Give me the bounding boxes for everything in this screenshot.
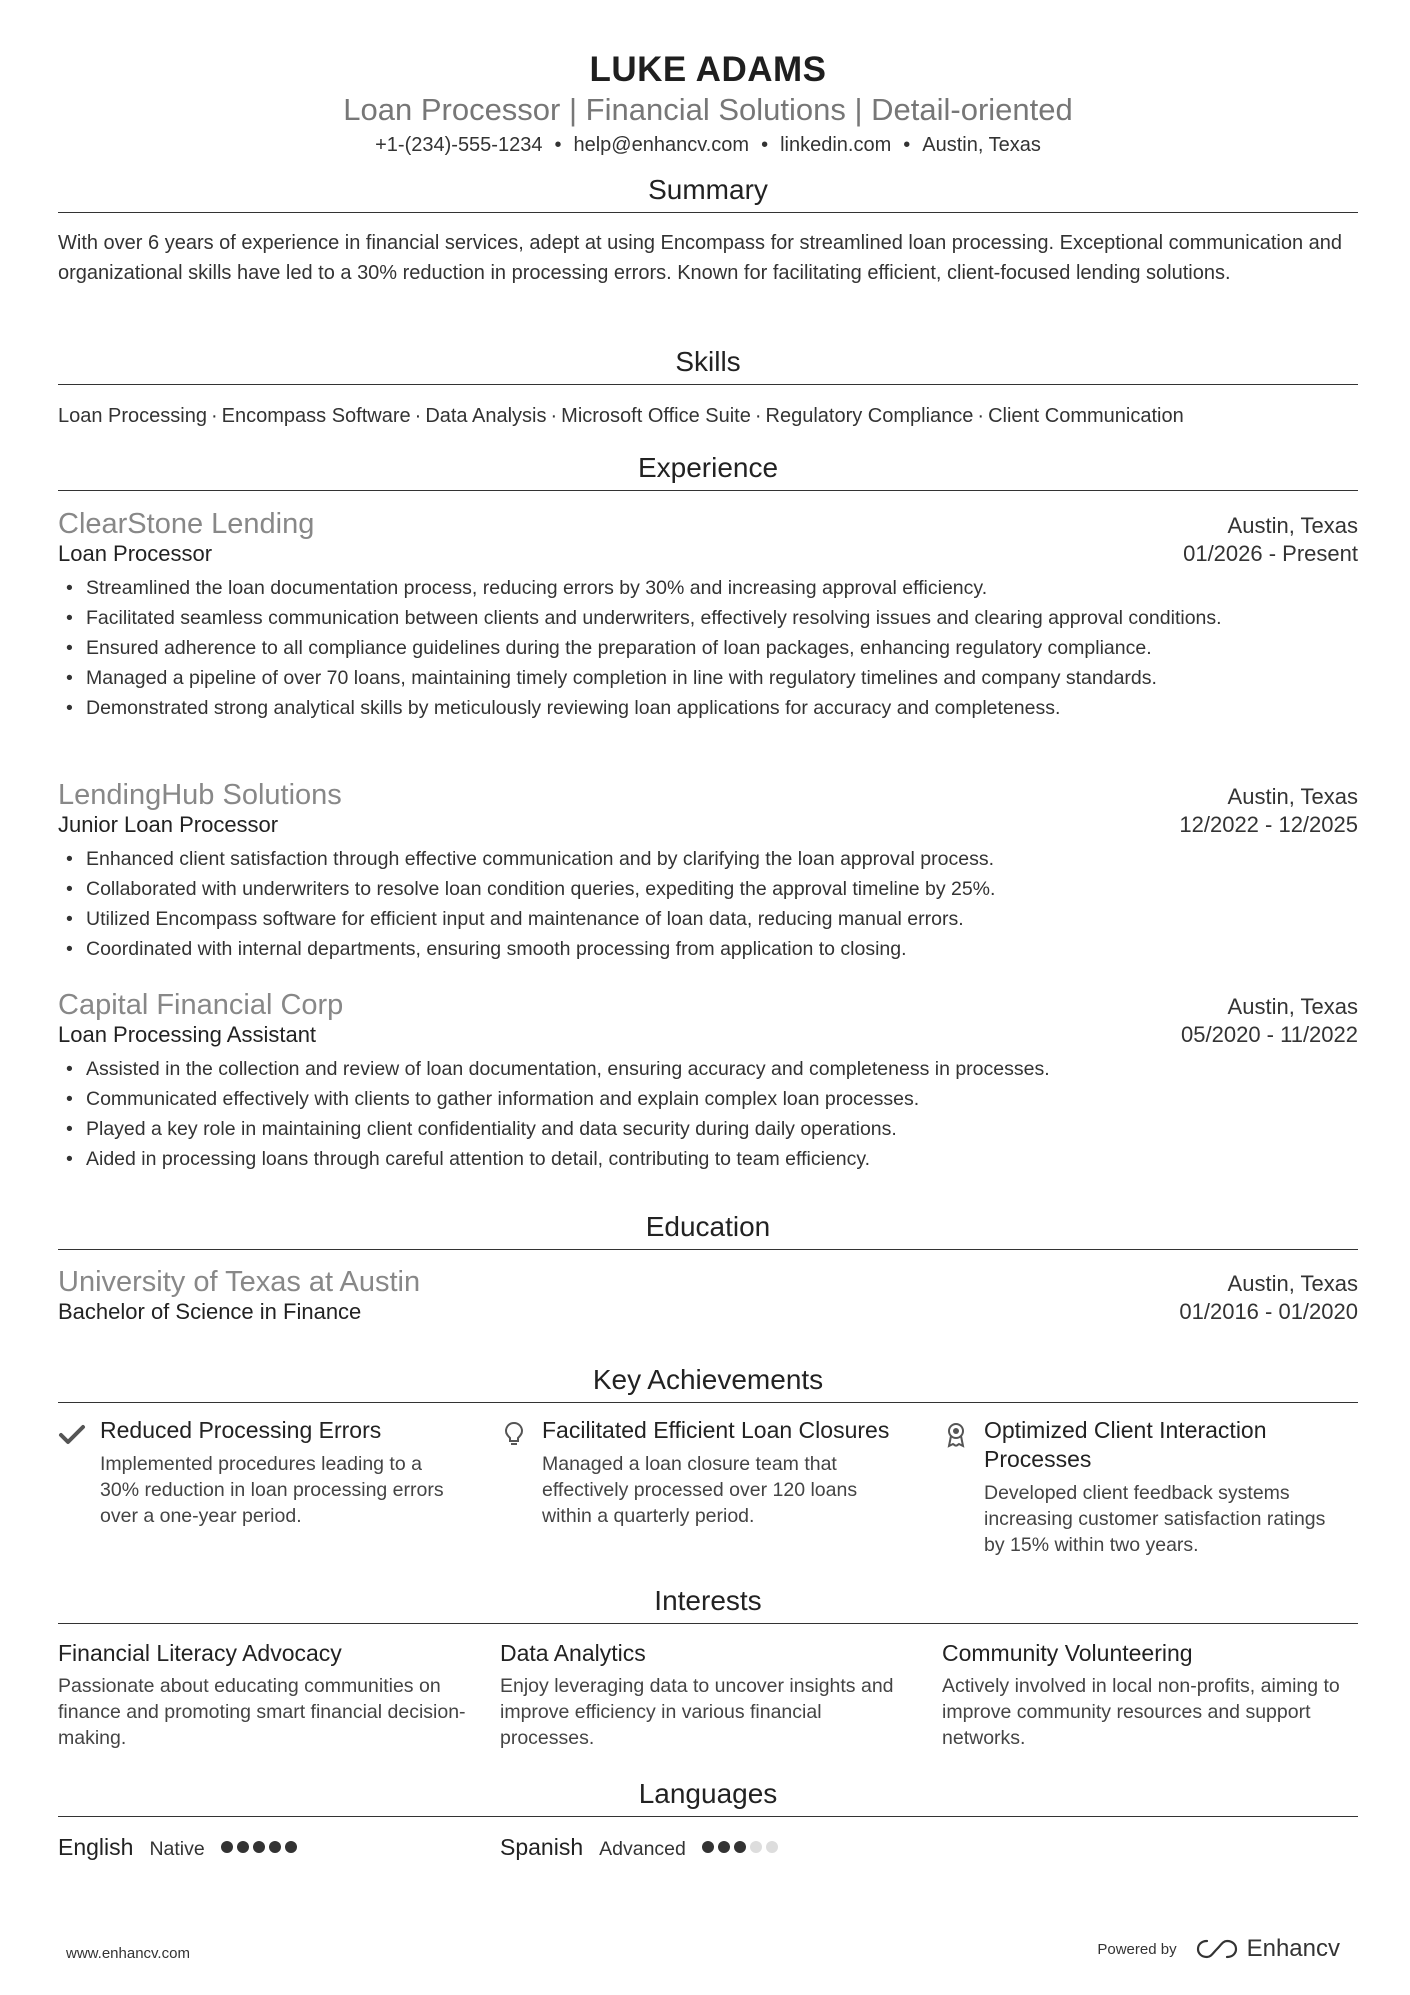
achievement-title: Facilitated Efficient Loan Closures (542, 1417, 890, 1443)
location-text: Austin, Texas (922, 134, 1041, 156)
powered-by-text: Powered by (1097, 1940, 1177, 1958)
bullet-item: • Managed a pipeline of over 70 loans, maintaining timely completion in line with regulatory timelines and company standards. (58, 663, 1358, 693)
job-bullets (58, 573, 1358, 723)
language-name: English (58, 1834, 134, 1860)
proficiency-dot-filled (702, 1841, 714, 1853)
contact-separator: • (761, 134, 769, 156)
achievement-item (500, 1416, 900, 1529)
company-name: ClearStone Lending (58, 508, 315, 540)
experience-entry (58, 779, 1358, 964)
achievement-desc: Developed client feedback systems increasing customer satisfaction ratings by 15% within two years. (984, 1482, 1326, 1556)
bullet-item: • Demonstrated strong analytical skills by meticulously reviewing loan applications for accuracy and completeness. (58, 693, 1358, 723)
achievement-title: Reduced Processing Errors (100, 1417, 382, 1443)
school-location: Austin, Texas (1227, 1271, 1358, 1296)
phone-text: +1-(234)-555-1234 (375, 134, 543, 156)
experience-entry (58, 989, 1358, 1174)
skill-item: Microsoft Office Suite (561, 405, 751, 427)
language-item (58, 1834, 297, 1861)
candidate-tagline: Loan Processor | Financial Solutions | Detail-oriented (343, 92, 1073, 127)
interest-desc: Enjoy leveraging data to uncover insights and improve efficiency in various financial processes. (500, 1675, 894, 1749)
skills-list (58, 405, 1358, 428)
proficiency-dot-filled (734, 1841, 746, 1853)
interest-item (500, 1640, 920, 1751)
language-proficiency-dots (702, 1841, 778, 1853)
achievements-heading: Key Achievements (58, 1364, 1358, 1403)
job-location: Austin, Texas (1227, 784, 1358, 809)
lightbulb-icon (500, 1420, 528, 1448)
proficiency-dot-filled (237, 1841, 249, 1853)
job-role: Loan Processor (58, 541, 213, 566)
bullet-item: • Coordinated with internal departments, ensuring smooth processing from application to closing. (58, 934, 1358, 964)
skill-separator: · (210, 405, 218, 427)
job-dates: 05/2020 - 11/2022 (1181, 1022, 1358, 1047)
experience-entry (58, 508, 1358, 723)
skill-item: Data Analysis (425, 405, 547, 427)
skill-item: Encompass Software (221, 405, 411, 427)
interest-title: Community Volunteering (942, 1640, 1193, 1666)
bullet-item: • Communicated effectively with clients to gather information and explain complex loan processes. (58, 1084, 1358, 1114)
proficiency-dot-filled (718, 1841, 730, 1853)
proficiency-dot-empty (766, 1841, 778, 1853)
degree-name: Bachelor of Science in Finance (58, 1299, 362, 1324)
email-link[interactable]: help@enhancv.com (573, 134, 750, 156)
skill-separator: · (754, 405, 762, 427)
contact-line (58, 134, 1358, 157)
checkmark-icon (58, 1420, 86, 1448)
contact-separator: • (554, 134, 562, 156)
interest-item (58, 1640, 478, 1751)
achievement-desc: Managed a loan closure team that effectively processed over 120 loans within a quarterly period. (542, 1453, 858, 1527)
candidate-name: LUKE ADAMS (589, 50, 827, 89)
language-item (500, 1834, 778, 1861)
bullet-item: • Collaborated with underwriters to resolve loan condition queries, expediting the approval timeline by 25%. (58, 874, 1358, 904)
resume-page (58, 0, 1358, 1860)
education-heading: Education (58, 1211, 1358, 1250)
school-name: University of Texas at Austin (58, 1266, 421, 1298)
bullet-item: • Aided in processing loans through careful attention to detail, contributing to team efficiency. (58, 1144, 1358, 1174)
contact-separator: • (903, 134, 911, 156)
language-name: Spanish (500, 1834, 584, 1860)
proficiency-dot-filled (221, 1841, 233, 1853)
job-dates: 01/2026 - Present (1183, 541, 1358, 566)
bullet-item: • Facilitated seamless communication between clients and underwriters, effectively resolving issues and clearing approval conditions. (58, 603, 1358, 633)
achievement-item (58, 1416, 458, 1529)
job-bullets (58, 1054, 1358, 1174)
interest-desc: Passionate about educating communities on finance and promoting smart financial decision-making. (58, 1675, 466, 1749)
language-proficiency-dots (221, 1841, 297, 1853)
language-level: Native (149, 1838, 205, 1860)
languages-heading: Languages (58, 1778, 1358, 1817)
footer-website[interactable]: www.enhancv.com (66, 1945, 190, 1962)
bullet-item: • Played a key role in maintaining client confidentiality and data security during daily operations. (58, 1114, 1358, 1144)
achievement-title: Optimized Client Interaction Processes (984, 1417, 1267, 1472)
experience-heading: Experience (58, 452, 1358, 491)
job-dates: 12/2022 - 12/2025 (1179, 812, 1358, 837)
interest-title: Financial Literacy Advocacy (58, 1640, 342, 1666)
skill-item: Client Communication (988, 405, 1184, 427)
job-role: Junior Loan Processor (58, 812, 279, 837)
proficiency-dot-empty (750, 1841, 762, 1853)
company-name: LendingHub Solutions (58, 779, 342, 811)
bullet-item: • Enhanced client satisfaction through effective communication and by clarifying the loan approval process. (58, 844, 1358, 874)
linkedin-link[interactable]: linkedin.com (780, 134, 892, 156)
skill-separator: · (414, 405, 422, 427)
job-location: Austin, Texas (1227, 513, 1358, 538)
footer-branding (1097, 1935, 1340, 1963)
job-bullets (58, 844, 1358, 964)
bullet-item: • Ensured adherence to all compliance guidelines during the preparation of loan packages, enhancing regulatory compliance. (58, 633, 1358, 663)
job-role: Loan Processing Assistant (58, 1022, 317, 1047)
education-dates: 01/2016 - 01/2020 (1179, 1299, 1358, 1324)
summary-heading: Summary (58, 174, 1358, 213)
summary-text: With over 6 years of experience in financial services, adept at using Encompass for streamlined loan processing. Exceptional communication and organizational skills have led to a 30% reduction in processing errors. Known for facilitating efficient, client-focused lending solutions. (58, 232, 1342, 284)
job-location: Austin, Texas (1227, 994, 1358, 1019)
bullet-item: • Assisted in the collection and review of loan documentation, ensuring accuracy and completeness in processes. (58, 1054, 1358, 1084)
language-level: Advanced (599, 1838, 686, 1860)
enhancv-logo-icon (1195, 1937, 1239, 1961)
achievement-desc: Implemented procedures leading to a 30% reduction in loan processing errors over a one-year period. (100, 1453, 444, 1527)
bullet-item: • Utilized Encompass software for efficient input and maintenance of loan data, reducing manual errors. (58, 904, 1358, 934)
achievement-item (942, 1416, 1342, 1558)
skill-item: Regulatory Compliance (765, 405, 974, 427)
interest-item (942, 1640, 1362, 1751)
interest-title: Data Analytics (500, 1640, 646, 1666)
interest-desc: Actively involved in local non-profits, aiming to improve community resources and support networks. (942, 1675, 1340, 1749)
interests-heading: Interests (58, 1585, 1358, 1624)
bullet-item: • Streamlined the loan documentation process, reducing errors by 30% and increasing approval efficiency. (58, 573, 1358, 603)
proficiency-dot-filled (269, 1841, 281, 1853)
proficiency-dot-filled (285, 1841, 297, 1853)
skill-item: Loan Processing (58, 405, 207, 427)
skills-heading: Skills (58, 346, 1358, 385)
education-entry (58, 1266, 1358, 1325)
proficiency-dot-filled (253, 1841, 265, 1853)
company-name: Capital Financial Corp (58, 989, 344, 1021)
skill-separator: · (550, 405, 558, 427)
skill-separator: · (977, 405, 985, 427)
award-icon (942, 1420, 970, 1448)
enhancv-logo-text: Enhancv (1246, 1935, 1340, 1962)
enhancv-logo[interactable] (1195, 1935, 1340, 1963)
